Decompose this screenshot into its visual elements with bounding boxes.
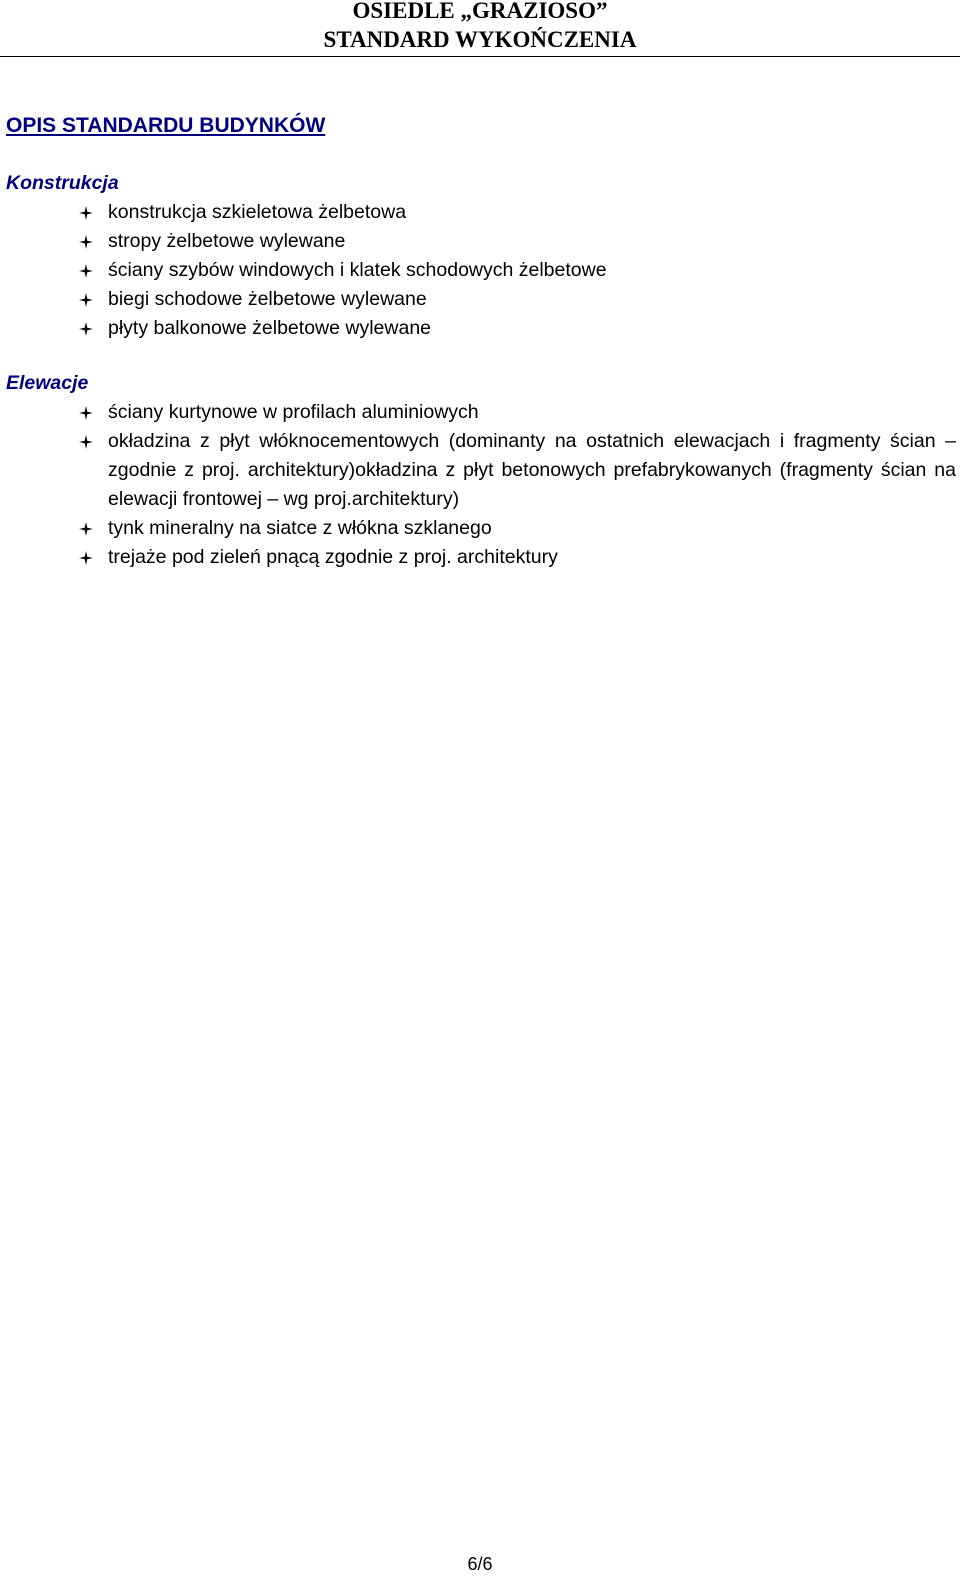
- list-item: [0, 398, 960, 427]
- list-item: [0, 256, 960, 285]
- four-point-star-icon: [79, 551, 93, 565]
- list-item-text: trejaże pod zieleń pnącą zgodnie z proj. architektury: [108, 546, 558, 568]
- list-item: [0, 198, 960, 227]
- list-item-text: okładzina z płyt włóknocementowych (dominanty na ostatnich elewacjach i fragmenty ścian – zgodnie z proj. architektury)okładzina z płyt betonowych prefabrykowanych (fragmenty ścian na elewacji frontowej – wg proj.architektury): [108, 430, 956, 510]
- section-konstrukcja: [0, 169, 960, 343]
- page-header: [0, 0, 960, 57]
- four-point-star-icon: [79, 264, 93, 278]
- list-item: [0, 427, 960, 514]
- list-item: [0, 514, 960, 543]
- list-item: [0, 285, 960, 314]
- page-number: 6/6: [467, 1554, 493, 1574]
- list-item: [0, 314, 960, 343]
- section-elewacje: [0, 369, 960, 572]
- list-item-text: ściany kurtynowe w profilach aluminiowych: [108, 401, 479, 423]
- document-title: OPIS STANDARDU BUDYNKÓW: [6, 114, 326, 137]
- section-heading: Elewacje: [6, 372, 89, 394]
- header-title-line-1: OSIEDLE „GRAZIOSO”: [352, 0, 608, 23]
- four-point-star-icon: [79, 322, 93, 336]
- list-item-text: ściany szybów windowych i klatek schodowych żelbetowe: [108, 259, 607, 281]
- section-heading: Konstrukcja: [6, 172, 119, 194]
- list-item: [0, 227, 960, 256]
- list-item-text: tynk mineralny na siatce z włókna szklanego: [108, 517, 492, 539]
- list-item-text: stropy żelbetowe wylewane: [108, 230, 346, 252]
- list-item-text: biegi schodowe żelbetowe wylewane: [108, 288, 427, 310]
- four-point-star-icon: [79, 406, 93, 420]
- list-item-text: płyty balkonowe żelbetowe wylewane: [108, 317, 432, 339]
- list-item: [0, 543, 960, 572]
- four-point-star-icon: [79, 293, 93, 307]
- bullet-list: [0, 398, 960, 572]
- header-title-line-2: STANDARD WYKOŃCZENIA: [323, 27, 637, 52]
- four-point-star-icon: [79, 435, 93, 449]
- four-point-star-icon: [79, 206, 93, 220]
- bullet-list: [0, 198, 960, 343]
- four-point-star-icon: [79, 235, 93, 249]
- four-point-star-icon: [79, 522, 93, 536]
- list-item-text: konstrukcja szkieletowa żelbetowa: [108, 201, 407, 223]
